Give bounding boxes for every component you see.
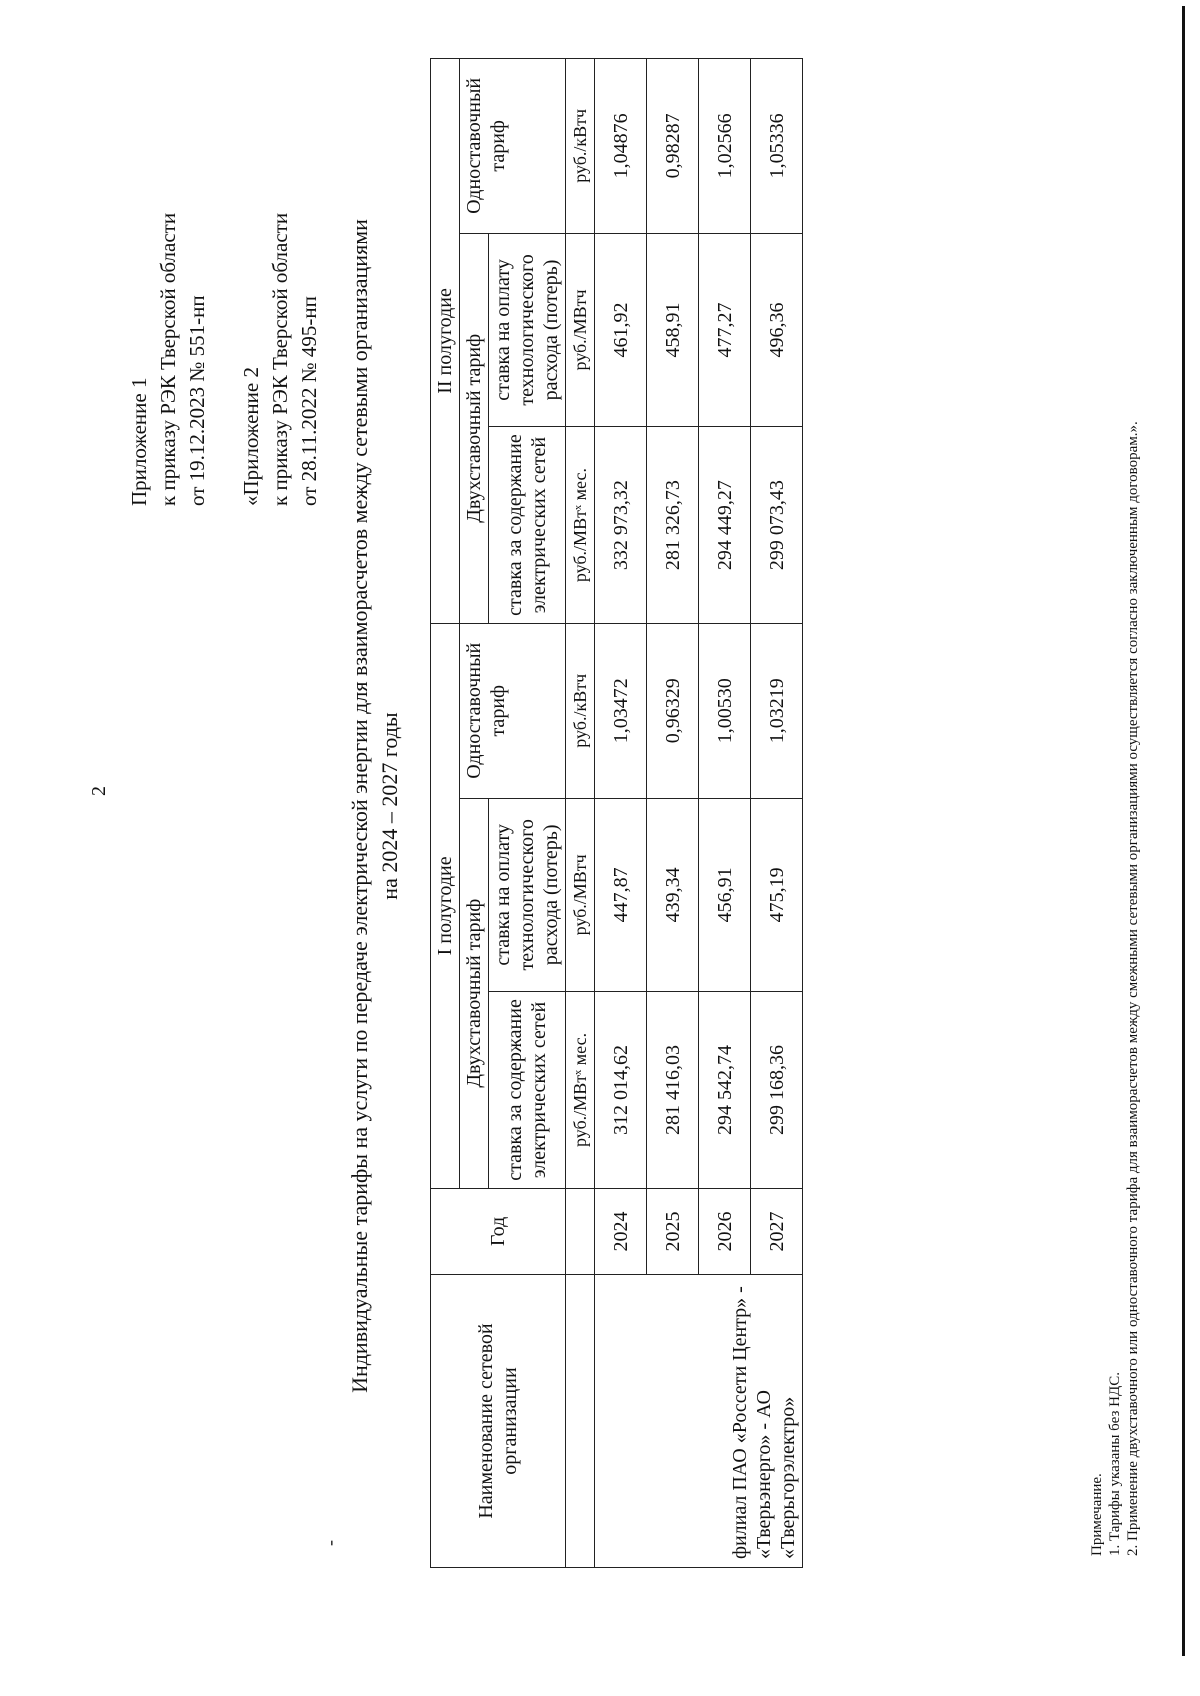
unit-cell: руб./МВтˣ мес. <box>566 992 595 1189</box>
value-cell: 332 973,32 <box>595 427 647 624</box>
value-cell: 477,27 <box>699 233 751 426</box>
unit-cell: руб./МВтˣ мес. <box>566 427 595 624</box>
value-cell: 299 168,36 <box>751 992 803 1189</box>
org-name-cell: филиал ПАО «Россети Центр» - «Тверьэнерго» - АО «Тверьгорэлектро» <box>595 1275 803 1568</box>
unit-cell: руб./кВтч <box>566 59 595 234</box>
appendix-2-header <box>237 213 324 506</box>
scan-edge-line <box>1182 6 1185 1656</box>
unit-cell: руб./МВтч <box>566 798 595 991</box>
appendix-1-header <box>125 213 212 506</box>
unit-cell: руб./кВтч <box>566 623 595 798</box>
value-cell: 294 542,74 <box>699 992 751 1189</box>
title-line: Индивидуальные тарифы на услуги по передаче электрической энергии для взаиморасчетов между сетевыми организациями <box>347 219 372 1393</box>
half2-header: II полугодие <box>431 59 460 624</box>
value-cell: 475,19 <box>751 798 803 991</box>
value-cell: 461,92 <box>595 233 647 426</box>
two-part-header: Двухставочный тариф <box>460 798 489 1188</box>
scan-mark: - <box>320 1540 340 1546</box>
appendix-2-line: от 28.11.2022 № 495-нп <box>297 296 321 506</box>
value-cell: 458,91 <box>647 233 699 426</box>
value-cell: 439,34 <box>647 798 699 991</box>
value-cell: 1,05336 <box>751 59 803 234</box>
value-cell: 1,00530 <box>699 623 751 798</box>
value-cell: 294 449,27 <box>699 427 751 624</box>
two-part-header: Двухставочный тариф <box>460 233 489 623</box>
year-cell: 2027 <box>751 1188 803 1274</box>
rate-losses-header: ставка на оплату технологического расхода (потерь) <box>489 233 566 426</box>
value-cell: 456,91 <box>699 798 751 991</box>
note-item: 2. Применение двухставочного или одноставочного тарифа для взаиморасчетов между смежными сетевыми организациями осуществляется согласно заключенным договорам.». <box>1125 421 1141 1556</box>
year-cell: 2026 <box>699 1188 751 1274</box>
value-cell: 447,87 <box>595 798 647 991</box>
appendix-2-line: к приказу РЭК Тверской области <box>268 212 292 506</box>
header-row <box>431 59 460 1568</box>
appendix-1-line: от 19.12.2023 № 551-нп <box>185 295 209 506</box>
appendix-1-line: к приказу РЭК Тверской области <box>156 212 180 506</box>
appendix-2-line: «Приложение 2 <box>239 367 263 506</box>
notes-heading: Примечание. <box>1089 1473 1105 1556</box>
value-cell: 0,98287 <box>647 59 699 234</box>
note-item: 1. Тарифы указаны без НДС. <box>1107 1372 1123 1556</box>
value-cell: 1,03472 <box>595 623 647 798</box>
single-header: Одноставочный тариф <box>460 59 566 234</box>
unit-cell: руб./МВтч <box>566 233 595 426</box>
year-cell: 2024 <box>595 1188 647 1274</box>
value-cell: 281 326,73 <box>647 427 699 624</box>
tariff-table <box>430 58 803 1568</box>
year-cell: 2025 <box>647 1188 699 1274</box>
single-header: Одноставочный тариф <box>460 623 566 798</box>
title-subline: на 2024 – 2027 годы <box>377 712 402 900</box>
rate-losses-header: ставка на оплату технологического расхода (потерь) <box>489 798 566 991</box>
rate-maintenance-header: ставка за содержание электрических сетей <box>489 992 566 1189</box>
table-row <box>595 59 647 1568</box>
value-cell: 312 014,62 <box>595 992 647 1189</box>
col-year-header: Год <box>431 1188 566 1274</box>
half1-header: I полугодие <box>431 623 460 1188</box>
value-cell: 299 073,43 <box>751 427 803 624</box>
page-number: 2 <box>88 786 110 796</box>
rate-maintenance-header: ставка за содержание электрических сетей <box>489 427 566 624</box>
units-row <box>566 59 595 1568</box>
value-cell: 1,02566 <box>699 59 751 234</box>
value-cell: 1,03219 <box>751 623 803 798</box>
value-cell: 496,36 <box>751 233 803 426</box>
document-title <box>345 96 405 1516</box>
col-org-header: Наименование сетевой организации <box>431 1275 566 1568</box>
value-cell: 0,96329 <box>647 623 699 798</box>
value-cell: 1,04876 <box>595 59 647 234</box>
value-cell: 281 416,03 <box>647 992 699 1189</box>
notes-block <box>1088 56 1142 1556</box>
appendix-1-line: Приложение 1 <box>127 377 151 506</box>
